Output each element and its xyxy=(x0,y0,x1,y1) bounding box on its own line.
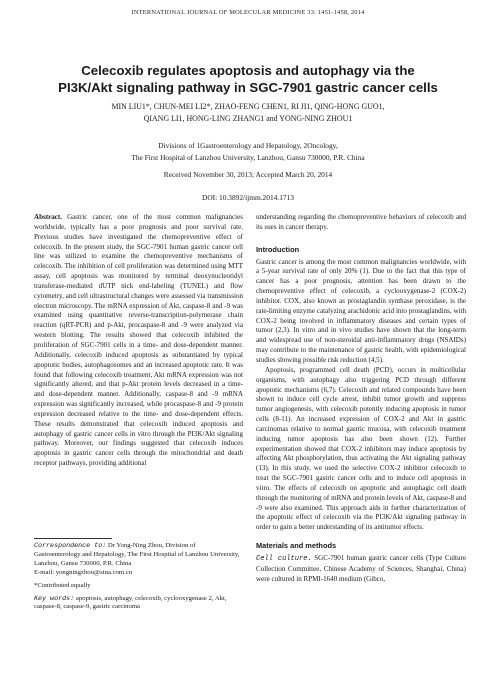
affiliations xyxy=(30,140,466,163)
journal-header: INTERNATIONAL JOURNAL OF MOLECULAR MEDICINE 33: 1451-1458, 2014 xyxy=(131,9,365,16)
cell-culture-paragraph xyxy=(256,554,466,585)
article-title xyxy=(20,63,476,96)
introduction-paragraph-2: Apoptosis, programmed cell death (PCD), occurs in multicellular organisms, with autophagy also triggering PCD through different apoptotic mechanisms (6,7). Celecoxib and related compounds have been shown to induce cell cycle arrest, inhibit tumor growth and suppress tumor angiogenesis, with celecoxib potently inducing apoptosis in tumor cells (8-11). An increased expression of COX-2 and Akt in gastric carcinomas relative to normal gastric mucosa, with celecoxib treatment inducing tumor apoptosis has also been shown (12). Further experimentation showed that COX-2 inhibitors may induce apoptosis by affecting Akt phosphorylation, thus activating the Akt signaling pathway (13). In this study, we used the selective COX-2 inhibitor celecoxib to treat the SGC-7901 gastric cancer cells and to induce cell apoptosis in vitro. The effects of celecoxib on apoptotic and autophagic cell death through the monitoring of mRNA and protein levels of Akt, caspase-8 and -9 were also examined. This approach aids in further characterization of the apoptotic effect of celecoxib via the PI3K/Akt signaling pathway in order to gain a better understanding of its antitumor effects. xyxy=(256,365,466,532)
title-line-2: PI3K/Akt signaling pathway in SGC-7901 gastric cancer cells xyxy=(58,79,438,95)
authors-line-2: QIANG LI1, HONG-LING ZHANG1 and YONG-NING ZHOU1 xyxy=(143,114,353,123)
key-words-label: Key words: xyxy=(34,594,75,603)
introduction-heading: Introduction xyxy=(256,244,300,254)
title-line-1: Celecoxib regulates apoptosis and autophagy via the xyxy=(81,63,415,78)
correspondence-label: Correspondence to: xyxy=(34,542,107,550)
left-column xyxy=(34,213,243,469)
doi-link[interactable]: DOI: 10.3892/ijmm.2014.1713 xyxy=(202,193,294,202)
key-words-text: apoptosis, autophagy, celecoxib, cyclooxygenase 2, Akt, caspase-8, caspase-9, gastric carcinoma xyxy=(34,594,227,611)
methods-heading: Materials and methods xyxy=(256,541,337,551)
contributed-equally-note: *Contributed equally xyxy=(34,581,91,589)
cell-culture-label: Cell culture. xyxy=(256,555,312,563)
correspondence-text: Dr Yong-Ning Zhou, Division of Gastroenterology and Hepatology, The First Hospital of Lanzhou University, Lanzhou, Gansu 730000, P.R. China xyxy=(34,542,240,567)
received-dates: Received November 30, 2013; Accepted March 20, 2014 xyxy=(163,170,333,179)
author-list xyxy=(30,101,466,125)
affiliation-line-1: Divisions of 1Gastroenterology and Hepatology, 2Oncology, xyxy=(158,141,338,150)
authors-line-1: MIN LIU1*, CHUN-MEI LI2*, ZHAO-FENG CHEN1, RI JI1, QING-HONG GUO1, xyxy=(111,102,385,111)
right-column xyxy=(256,213,466,585)
abstract-continuation: understanding regarding the chemopreventive behaviors of celecoxib and its uses in cancer therapy. xyxy=(256,213,466,231)
footnote-rule xyxy=(34,538,112,539)
introduction-paragraph-1: Gastric cancer is among the most common malignancies worldwide, with a 5-year survival rate of only 20% (1). Due to the fact that this type of cancer has a poor prognosis, attention has been drawn to the chemopreventive effect of celecoxib, a cyclooxygenase-2 (COX-2) inhibitor. COX, also known as prostaglandin synthase peroxidase, is the rate-limiting enzyme catalyzing arachidonic acid into prostaglandins, with COX-2 being involved in inflammatory diseases and certain types of tumor (2,3). In vitro and in vivo studies have shown that the long-term and widespread use of non-steroidal anti-inflammatory drugs (NSAIDs) may contribute to the maintenance of gastric health, with epidemiological studies showing possible risk reduction (4,5). xyxy=(256,257,466,364)
abstract-label: Abstract. xyxy=(34,213,62,221)
footnotes xyxy=(34,538,243,616)
abstract xyxy=(34,213,243,469)
cell-culture-text: SGC-7901 human gastric cancer cells (Type Culture Collection Committee, Chinese Academy of Sciences, Shanghai, China) were cultured in RPMI-1640 medium (Gibco, xyxy=(256,554,466,583)
key-words-note xyxy=(34,595,243,613)
correspondence-email[interactable]: E-mail: yongningzhou@sina.com.cn xyxy=(34,568,133,576)
abstract-text: Gastric cancer, one of the most common malignancies worldwide, typically has a poor prognosis and poor survival rate. Previous studies have investigated the chemopreventive effect of celecoxib. In the present study, the SGC-7901 human gastric cancer cell line was utilized to examine the chemopreventive mechanisms of celecoxib. The inhibition of cell proliferation was determined using MTT assay, cell apoptosis was monitored by terminal deoxynucleotidyl transferase-mediated dUTP nick end-labeling (TUNEL) and flow cytometry, and cell ultrastructural changes were assessed via transmission electron microscopy. The mRNA expression of Akt, caspase-8 and -9 was examined using quantitative reverse-transcription-polymerase chain reaction (qRT-PCR) and p-Akt, procaspase-8 and -9 were analyzed via western blotting. The results showed that celecoxib inhibited the proliferation of SGC-7901 cells in a time- and dose-dependent manner. Additionally, celecoxib induced apoptosis as substantiated by typical apoptotic bodies, autophagosomes and an increased apoptotic rate. It was found that following celecoxib treatment, Akt mRNA expression was not significantly altered, and that p-Akt protein levels decreased in a time- and dose-dependent manner. Additionally, caspase-8 and -9 mRNA expression was significantly increased, while procaspase-8 and -9 protein expression decreased relative to the time- and dose-dependent effects. These results demonstrated that celecoxib induced apoptosis and autophagy of gastric cancer cells in vitro through the PI3K/Akt signaling pathway. Moreover, our findings suggested that celecoxib induces apoptosis in gastric cancer cells through the mitochondrial and death receptor pathways, providing additional xyxy=(34,213,243,468)
correspondence-note xyxy=(34,542,243,578)
affiliation-line-2: The First Hospital of Lanzhou University, Lanzhou, Gansu 730000, P.R. China xyxy=(131,152,365,162)
